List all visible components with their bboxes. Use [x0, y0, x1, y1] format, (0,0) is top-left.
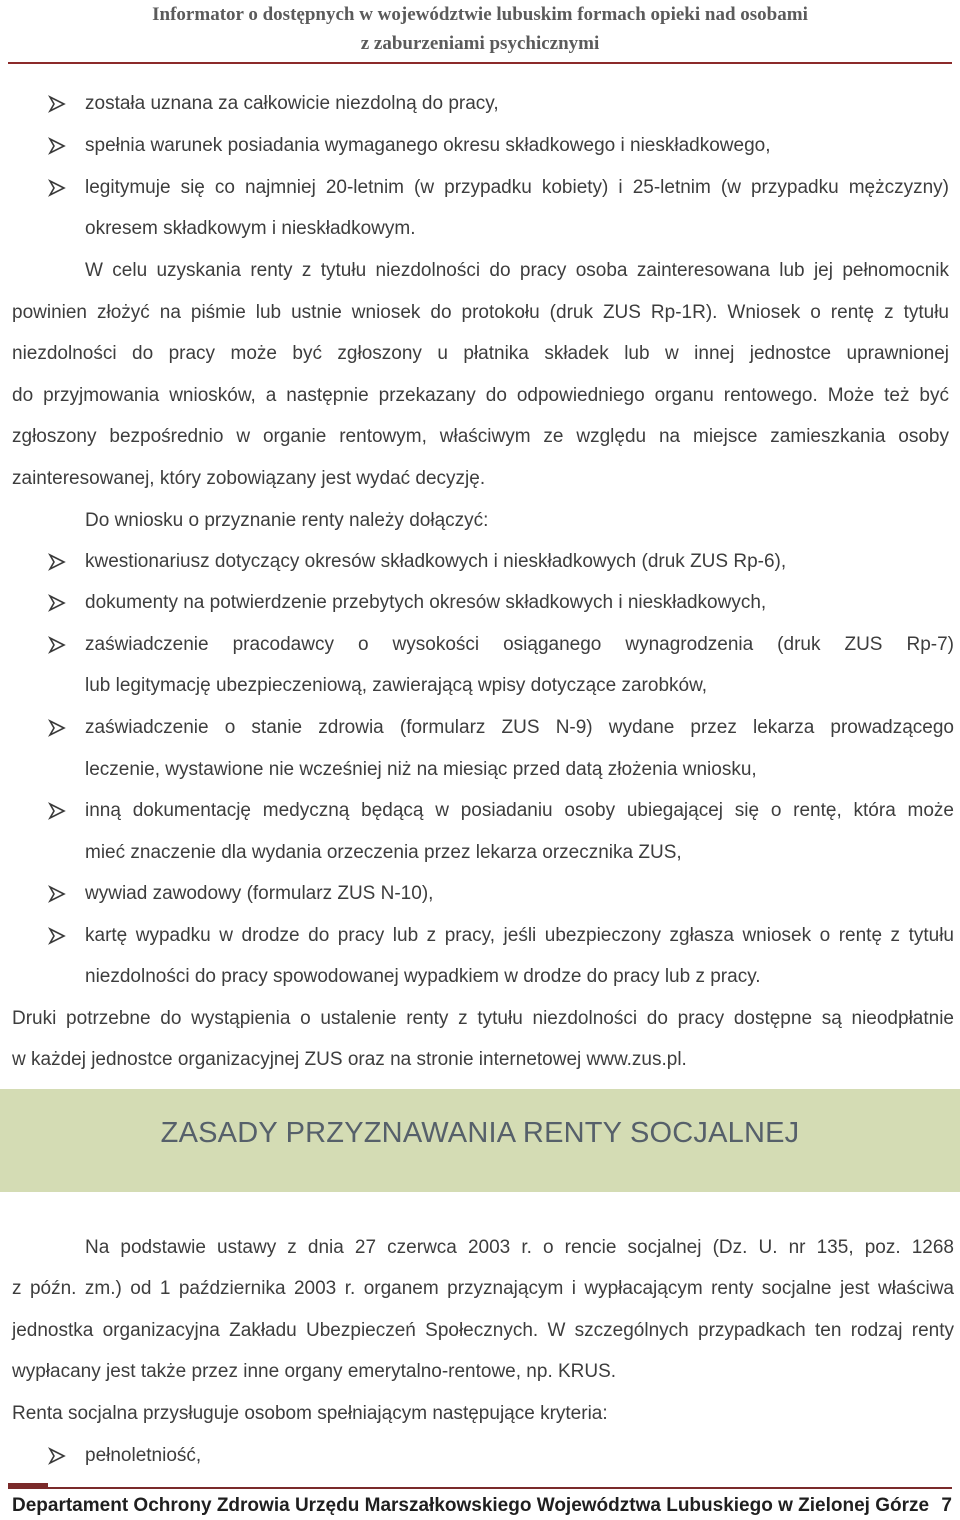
arrow-bullet-icon [48, 927, 66, 945]
paragraph-line: Na podstawie ustawy z dnia 27 czerwca 2003 r. o rencie socjalnej (Dz. U. nr 135, poz. 1268 [85, 1237, 954, 1258]
attachment-item: zaświadczenie pracodawcy o wysokości osiąganego wynagrodzenia (druk ZUS Rp-7) [85, 634, 954, 655]
header-rule [8, 62, 952, 64]
attachment-item-continuation: lub legitymację ubezpieczeniową, zawierającą wpisy dotyczące zarobków, [85, 675, 708, 696]
condition-item: została uznana za całkowicie niezdolną do pracy, [85, 93, 499, 114]
paragraph-line: z późn. zm.) od 1 października 2003 r. organem przyznającym i wypłacającym renty socjalne jest właściwa [12, 1278, 954, 1299]
arrow-bullet-icon [48, 719, 66, 737]
arrow-bullet-icon [48, 553, 66, 571]
paragraph-line: Druki potrzebne do wystąpienia o ustalenie renty z tytułu niezdolności do pracy dostępne są nieodpłatnie [12, 1008, 954, 1029]
attachment-item: wywiad zawodowy (formularz ZUS N-10), [85, 883, 434, 904]
arrow-bullet-icon [48, 179, 66, 197]
paragraph-line: zainteresowanej, który zobowiązany jest wydać decyzję. [12, 468, 486, 489]
attachment-item-continuation: niezdolności do pracy spowodowanej wypadkiem w drodze do pracy lub z pracy. [85, 966, 761, 987]
criteria-item: pełnoletniość, [85, 1445, 202, 1466]
arrow-bullet-icon [48, 885, 66, 903]
paragraph-line: jednostka organizacyjna Zakładu Ubezpieczeń Społecznych. W szczególnych przypadkach ten rodzaj renty [12, 1320, 954, 1341]
condition-item-continuation: okresem składkowym i nieskładkowym. [85, 218, 416, 239]
attachments-intro: Do wniosku o przyznanie renty należy dołączyć: [85, 510, 489, 531]
document-header [0, 0, 960, 58]
attachment-item: dokumenty na potwierdzenie przebytych okresów składkowych i nieskładkowych, [85, 592, 767, 613]
footer-rule [8, 1487, 952, 1489]
header-line-2: z zaburzeniami psychicznymi [360, 33, 600, 54]
attachment-item-continuation: mieć znaczenie dla wydania orzeczenia przez lekarza orzecznika ZUS, [85, 842, 682, 863]
arrow-bullet-icon [48, 594, 66, 612]
attachment-item-continuation: leczenie, wystawione nie wcześniej niż na miesiąc przed datą złożenia wniosku, [85, 759, 757, 780]
attachment-item: inną dokumentację medyczną będącą w posiadaniu osoby ubiegającej się o rentę, która może [85, 800, 954, 821]
footer-department: Departament Ochrony Zdrowia Urzędu Marszałkowskiego Województwa Lubuskiego w Zielonej Górze [12, 1495, 930, 1516]
arrow-bullet-icon [48, 95, 66, 113]
paragraph-line: niezdolności do pracy może być zgłoszony u płatnika składek lub w innej jednostce uprawnionej [12, 343, 949, 364]
arrow-bullet-icon [48, 636, 66, 654]
attachment-item: zaświadczenie o stanie zdrowia (formularz ZUS N-9) wydane przez lekarza prowadzącego [85, 717, 954, 738]
paragraph-line: w każdej jednostce organizacyjnej ZUS oraz na stronie internetowej www.zus.pl. [12, 1049, 687, 1070]
paragraph-line: W celu uzyskania renty z tytułu niezdolności do pracy osoba zainteresowana lub jej pełnomocnik [85, 260, 949, 281]
arrow-bullet-icon [48, 802, 66, 820]
paragraph-line: zgłoszony bezpośrednio w organie rentowym, właściwym ze względu na miejsce zamieszkania osoby [12, 426, 949, 447]
section-title: ZASADY PRZYZNAWANIA RENTY SOCJALNEJ [160, 1117, 800, 1149]
arrow-bullet-icon [48, 137, 66, 155]
condition-item: spełnia warunek posiadania wymaganego okresu składkowego i nieskładkowego, [85, 135, 771, 156]
header-line-1: Informator o dostępnych w województwie lubuskim formach opieki nad osobami [152, 4, 808, 25]
paragraph-line: do przyjmowania wniosków, a następnie przekazany do odpowiedniego organu rentowego. Może też być [12, 385, 949, 406]
arrow-bullet-icon [48, 1447, 66, 1465]
criteria-intro: Renta socjalna przysługuje osobom spełniającym następujące kryteria: [12, 1403, 608, 1424]
condition-item: legitymuje się co najmniej 20-letnim (w przypadku kobiety) i 25-letnim (w przypadku mężczyzny) [85, 177, 949, 198]
paragraph-line: wypłacany jest także przez inne organy emerytalno-rentowe, np. KRUS. [12, 1361, 617, 1382]
attachment-item: kwestionariusz dotyczący okresów składkowych i nieskładkowych (druk ZUS Rp-6), [85, 551, 787, 572]
attachment-item: kartę wypadku w drodze do pracy lub z pracy, jeśli ubezpieczony zgłasza wniosek o rentę z tytułu [85, 925, 954, 946]
page-number: 7 [941, 1495, 952, 1516]
paragraph-line: powinien złożyć na piśmie lub ustnie wniosek do protokołu (druk ZUS Rp-1R). Wniosek o rentę z tytułu [12, 302, 949, 323]
